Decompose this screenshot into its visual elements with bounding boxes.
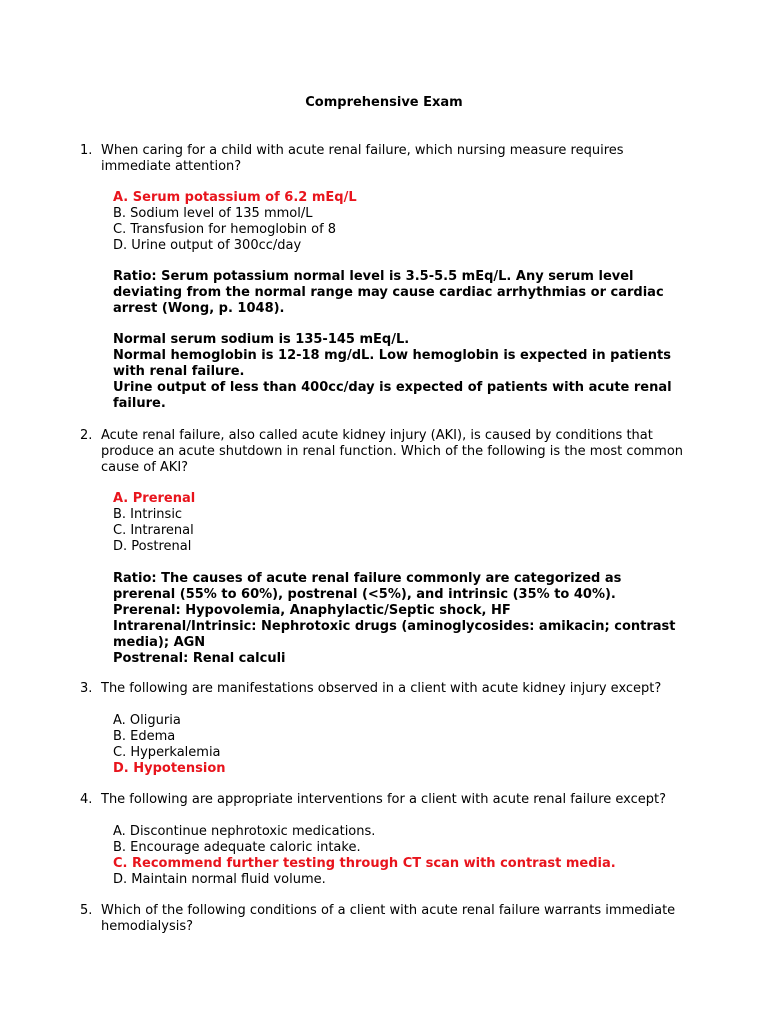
page-title: Comprehensive Exam bbox=[305, 95, 463, 110]
option-d: D. Postrenal bbox=[113, 539, 192, 554]
rationale-line: arrest (Wong, p. 1048). bbox=[113, 301, 285, 316]
question-text: Which of the following conditions of a client with acute renal failure warrants immediate hemodialysis? bbox=[101, 903, 676, 934]
question-3 bbox=[80, 681, 690, 697]
question-number: 5. bbox=[80, 903, 93, 918]
question-number: 1. bbox=[80, 143, 93, 158]
question-4 bbox=[80, 792, 690, 808]
rationale-line: Ratio: Serum potassium normal level is 3.5-5.5 mEq/L. Any serum level bbox=[113, 269, 634, 284]
question-2-options bbox=[113, 491, 713, 555]
question-number: 3. bbox=[80, 681, 93, 696]
question-3-options bbox=[113, 713, 713, 777]
question-text: When caring for a child with acute renal failure, which nursing measure requires immediate attention? bbox=[101, 143, 624, 174]
option-b: B. Sodium level of 135 mmol/L bbox=[113, 206, 313, 221]
question-1-rationale bbox=[113, 269, 713, 317]
note-line: Urine output of less than 400cc/day is expected of patients with acute renal bbox=[113, 380, 672, 395]
question-2 bbox=[80, 428, 690, 476]
note-line: Normal serum sodium is 135-145 mEq/L. bbox=[113, 332, 410, 347]
question-2-rationale bbox=[113, 571, 713, 667]
option-c-correct: C. Recommend further testing through CT scan with contrast media. bbox=[113, 856, 616, 871]
rationale-line: media); AGN bbox=[113, 635, 206, 650]
option-d-correct: D. Hypotension bbox=[113, 761, 226, 776]
option-c: C. Transfusion for hemoglobin of 8 bbox=[113, 222, 337, 237]
option-d: D. Urine output of 300cc/day bbox=[113, 238, 302, 253]
question-5 bbox=[80, 903, 690, 935]
option-a: A. Oliguria bbox=[113, 713, 181, 728]
option-b: B. Intrinsic bbox=[113, 507, 183, 522]
option-b: B. Edema bbox=[113, 729, 176, 744]
question-number: 2. bbox=[80, 428, 93, 443]
option-c: C. Intrarenal bbox=[113, 523, 194, 538]
rationale-line: Prerenal: Hypovolemia, Anaphylactic/Septic shock, HF bbox=[113, 603, 511, 618]
note-line: failure. bbox=[113, 396, 166, 411]
question-1 bbox=[80, 143, 690, 175]
note-line: with renal failure. bbox=[113, 364, 245, 379]
question-text: The following are appropriate interventions for a client with acute renal failure except? bbox=[101, 792, 667, 807]
option-b: B. Encourage adequate caloric intake. bbox=[113, 840, 361, 855]
option-a-correct: A. Serum potassium of 6.2 mEq/L bbox=[113, 190, 357, 205]
rationale-line: Intrarenal/Intrinsic: Nephrotoxic drugs (aminoglycosides: amikacin; contrast bbox=[113, 619, 676, 634]
option-d: D. Maintain normal fluid volume. bbox=[113, 872, 326, 887]
question-4-options bbox=[113, 824, 713, 888]
question-text: Acute renal failure, also called acute kidney injury (AKI), is caused by conditions that produce an acute shutdown in renal function. Which of the following is the most common cause of AKI? bbox=[101, 428, 684, 475]
rationale-line: deviating from the normal range may cause cardiac arrhythmias or cardiac bbox=[113, 285, 664, 300]
question-text: The following are manifestations observed in a client with acute kidney injury except? bbox=[101, 681, 662, 696]
option-c: C. Hyperkalemia bbox=[113, 745, 221, 760]
question-number: 4. bbox=[80, 792, 93, 807]
option-a: A. Discontinue nephrotoxic medications. bbox=[113, 824, 376, 839]
rationale-line: Ratio: The causes of acute renal failure commonly are categorized as bbox=[113, 571, 622, 586]
note-line: Normal hemoglobin is 12-18 mg/dL. Low hemoglobin is expected in patients bbox=[113, 348, 671, 363]
question-1-options bbox=[113, 190, 713, 254]
rationale-line: prerenal (55% to 60%), postrenal (<5%), and intrinsic (35% to 40%). bbox=[113, 587, 616, 602]
rationale-line: Postrenal: Renal calculi bbox=[113, 651, 286, 666]
question-1-notes bbox=[113, 332, 713, 412]
option-a-correct: A. Prerenal bbox=[113, 491, 196, 506]
